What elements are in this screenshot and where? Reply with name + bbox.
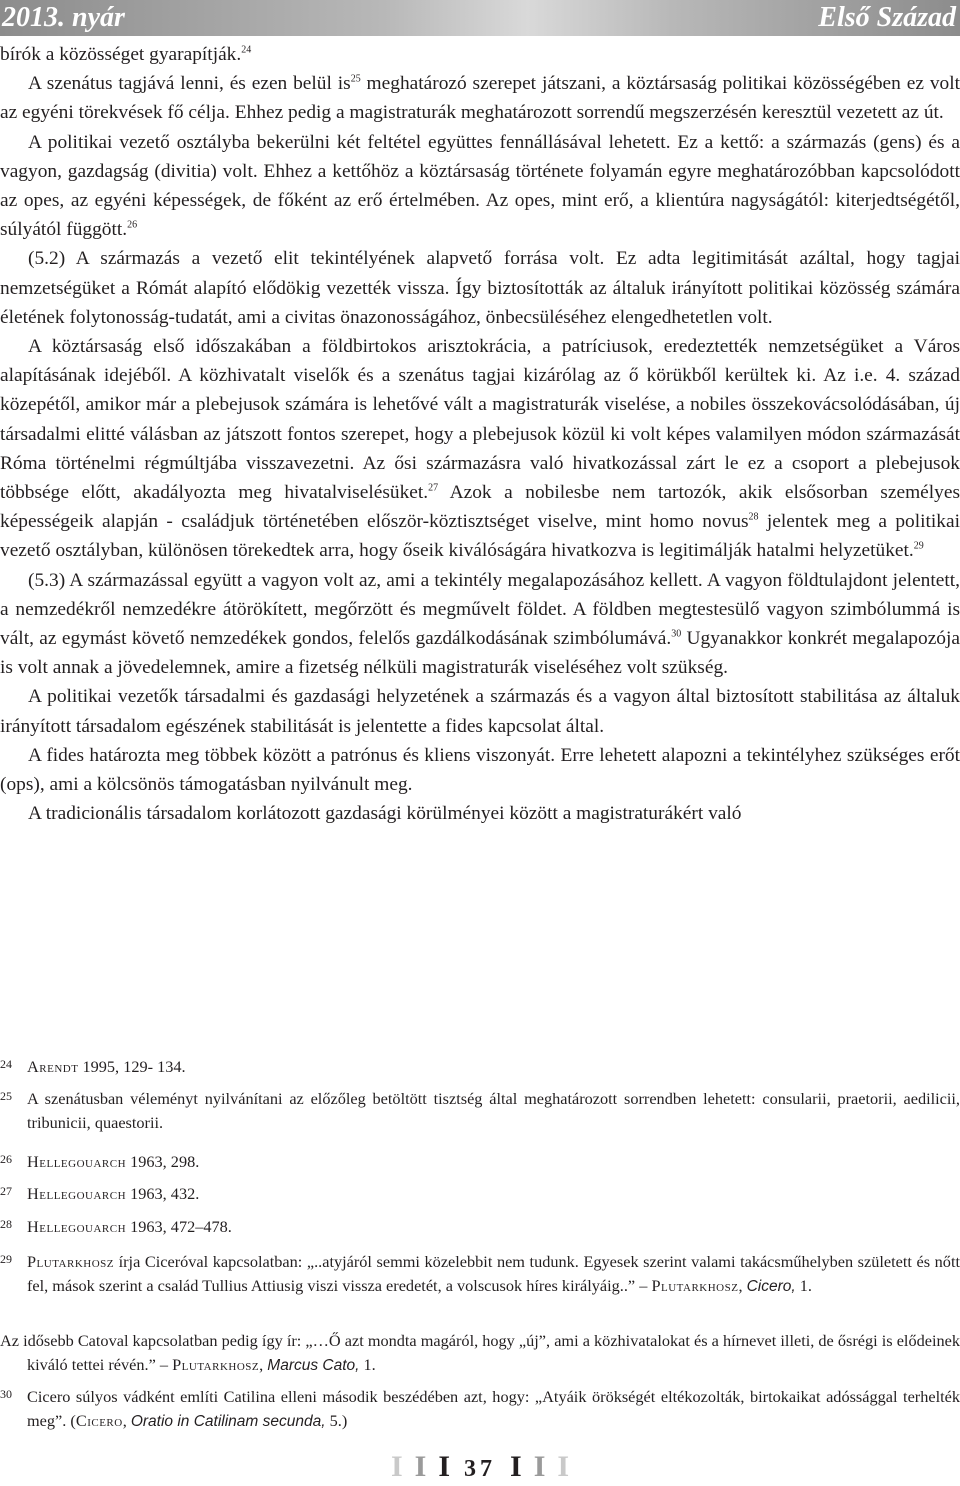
main-text (0, 40, 960, 828)
footnote-work-title: Cicero, (746, 1277, 796, 1295)
paragraph-text: (5.3) A származással együtt a vagyon volt az, ami a tekintély megalapozásához kellett. A vagyon földtulajdont jelentett, a nemzedékről nemzedékre átörökített, megőrzött és megművelt földet. A földben megtestesülő vagyon szimbólummá is vált, az egymást követő nemzedékek gondos, felelős gazdálkodásának szimbólumává. (0, 569, 960, 650)
page-number: 37 (464, 1456, 496, 1482)
footnote-author: Hellegouarch (27, 1152, 127, 1171)
footnote-24 (0, 1055, 960, 1079)
footnote-ref: 27 (428, 482, 439, 494)
footnote-text: 1963, 432. (126, 1184, 200, 1203)
footnote-ref: 30 (671, 628, 682, 640)
footnote-text: 1. (795, 1275, 812, 1295)
footnote-28 (0, 1215, 960, 1239)
footnote-26 (0, 1150, 960, 1174)
page-number-block (0, 1450, 960, 1486)
footnote-27 (0, 1182, 960, 1206)
footnote-author: Arendt (27, 1057, 79, 1076)
paragraph (0, 566, 960, 683)
paragraph (0, 40, 960, 69)
paragraph-text: jelentek meg a politikai vezető osztályban, különösen törekedtek arra, hogy őseik kiválóságára hivatkozva is legitimálják hatalmi helyzetüket. (0, 511, 960, 562)
footnote-text: 1963, 472–478. (126, 1217, 232, 1236)
footnote-29: 29 Plutarkhosz írja Ciceróval kapcsolatban: „..atyjáról semmi közelebbit nem tudunk. Egyesek szerint valami takácsműhelyben született és nőtt fel, mások szerint a család Tullius Attiusig viszi vissza eredetét, a volscusok híres királyáig..” – Plutarkhosz, Cicero, 1. (0, 1250, 960, 1298)
footnote-30: 30 Cicero súlyos vádként említi Catilina elleni második beszédében azt, hogy: „Atyáik örökségét eltékozolták, birtokaikat adóssággal terhelték meg”. (Cicero, Oratio in Catilinam secunda, 5.) (0, 1385, 960, 1433)
footnote-number: 28 (0, 1217, 12, 1231)
footnote-author: Plutarkhosz (651, 1275, 739, 1295)
footnote-number: 26 (0, 1152, 12, 1166)
page-bar-decoration: I (557, 1450, 570, 1483)
footnote-text: Az idősebb Catoval kapcsolatban pedig így ír: „…Ő azt mondta magáról, hogy „új”, ami a közhivatalokat és a hírnevet illeti, de ősrégi is elődeinek kiváló tettei révén.” – (0, 1331, 960, 1374)
footnote-text: A szenátusban véleményt nyilvánítani az előzőleg betöltött tisztség által meghatározott sorrendben lehetett: consularii, praetorii, aedilicii, tribunicii, quaestorii. (27, 1089, 960, 1132)
footnote-text: 1995, 129- 134. (78, 1057, 186, 1076)
paragraph (0, 799, 960, 828)
footnote-25 (0, 1087, 960, 1134)
footnote-author: Plutarkhosz (27, 1252, 115, 1271)
footnote-ref: 25 (350, 73, 361, 85)
paragraph (0, 682, 960, 740)
paragraph (0, 741, 960, 799)
footnote-text: 1. (359, 1354, 376, 1374)
footnote-ref: 26 (127, 219, 138, 231)
page-bar-decoration: I (510, 1450, 522, 1483)
paragraph-text: meghatározó szerepet játszani, a köztársaság politikai közösségében ez volt az egyéni törekvések fő célja. Ehhez pedig a magistraturák meghatározott sorrendű megszerzésén keresztül vezetett az út. (0, 73, 960, 124)
footnote-number: 29 (0, 1252, 12, 1266)
page-bar-decoration: I (390, 1450, 403, 1483)
paragraph-text: Ugyanakkor konkrét megalapozója is volt annak a jövedelemnek, amire a fizetség nélküli magistraturák viseléséhez volt szükség. (0, 628, 960, 679)
paragraph-text: A szenátus tagjává lenni, és ezen belül is (28, 73, 351, 95)
footnote-number: 24 (0, 1057, 12, 1071)
issue-date: 2013. nyár (2, 2, 125, 33)
page-bar-decoration: I (438, 1450, 450, 1483)
footnote-ref: 29 (913, 540, 924, 552)
footnote-author: Hellegouarch (27, 1184, 127, 1203)
footnote-text: 1963, 298. (126, 1152, 200, 1171)
paragraph-text: A fides határozta meg többek között a patrónus és kliens viszonyát. Erre lehetett alapozni a tekintélyhez szükséges erőt (ops), ami a kölcsönös támogatásban nyilvánult meg. (0, 744, 960, 796)
paragraph-text: bírók a közösséget gyarapítják. (0, 44, 242, 65)
paragraph (0, 244, 960, 332)
paragraph-text: Azok a nobilesbe nem tartozók, akik elsősorban személyes képességeik alapján - családjuk történetében először-köztisztséget viselve, mint homo novus (0, 482, 960, 533)
footnote-ref: 24 (241, 44, 252, 56)
page-header-bar (0, 0, 960, 36)
paragraph (0, 69, 960, 127)
paragraph-text: A politikai vezető osztályba bekerülni két feltétel együttes fennállásával lehetett. Ez a kettő: a származás (gens) és a vagyon, gazdagság (divitia) volt. Ehhez a kettőhöz a köztársaság története folyamán egyre meghatározóbban kapcsolódott az opes, az egyéni képességek, de főként az erő értelmében. Az opes, mint erő, a klientúra nagyságától: kiterjedtségétől, súlyától függött. (0, 131, 960, 241)
footnote-number: 27 (0, 1184, 12, 1198)
footnote-author: Cicero (75, 1410, 123, 1430)
footnote-work-title: Oratio in Catilinam secunda, (130, 1412, 326, 1430)
paragraph-text: A tradicionális társadalom korlátozott gazdasági körülményei között a magistraturákért való (28, 803, 742, 825)
journal-title: Első Század (818, 2, 956, 33)
footnote-text: Cicero súlyos vádként említi Catilina elleni második beszédében azt, hogy: „Atyáik örökségét eltékozolták, birtokaikat adóssággal terhelték meg”. ( (27, 1387, 960, 1430)
footnote-ref: 28 (748, 511, 759, 523)
paragraph-text: A köztársaság első időszakában a földbirtokos arisztokrácia, a patríciusok, eredeztették nemzetségüket a Város alapításának idejéből. A közhivatalt viselők és a szenátus tagjai kizárólag az ő körükből kerültek ki. Az i.e. 4. század közepétől, amikor már a plebejusok számára is lehetővé vált a magistraturák viselése, a nobiles összekovácsolódásában, új társadalmi elitté válásban az játszott fontos szerepet, hogy a plebejusok közül ki volt képes valamilyen módon származását Róma történelmi régmúltjába visszavezetni. Az ősi származásra való hivatkozással zárt le ez a csoport a plebejusok többsége előtt, akadályozta meg hivatalviselésüket. (0, 336, 960, 504)
footnote-author: Plutarkhosz (172, 1354, 260, 1374)
paragraph-text: (5.2) A származás a vezető elit tekintélyének alapvető forrása volt. Ez adta legitimitását azáltal, hogy tagjai nemzetségüket a Rómát alapító elődökig vezették vissza. Így biztosították az általuk irányított politikai közösség számára életének folytonosság-tudatát, ami a civitas önazonosságához, önbecsüléséhez elengedhetetlen volt. (0, 248, 960, 328)
paragraph-text: A politikai vezetők társadalmi és gazdasági helyzetének a származás és a vagyon által biztosított stabilitása az általuk irányított társadalom egészének stabilitását is jelentette a fides kapcsolat által. (0, 686, 960, 737)
paragraph (0, 332, 960, 566)
page-bar-decoration: I (533, 1450, 546, 1483)
paragraph (0, 128, 960, 245)
page-bar-decoration: I (414, 1450, 427, 1483)
footnote-number: 30 (0, 1387, 12, 1401)
footnote-29-continued: Az idősebb Catoval kapcsolatban pedig így ír: „…Ő azt mondta magáról, hogy „új”, ami a közhivatalokat és a hírnevet illeti, de ősrégi is elődeinek kiváló tettei révén.” – Plutarkhosz, Marcus Cato, 1. (0, 1331, 960, 1374)
footnote-text: 5.) (325, 1410, 348, 1430)
footnote-number: 25 (0, 1089, 12, 1103)
footnote-work-title: Marcus Cato, (267, 1356, 360, 1374)
footnote-author: Hellegouarch (27, 1217, 127, 1236)
footnote-text: írja Ciceróval kapcsolatban: „..atyjáról semmi közelebbit nem tudunk. Egyesek szerint valami takácsműhelyben született és nőtt fel, mások szerint a család Tullius Attiusig viszi vissza eredetét, a volscusok híres királyáig..” – (27, 1252, 960, 1295)
